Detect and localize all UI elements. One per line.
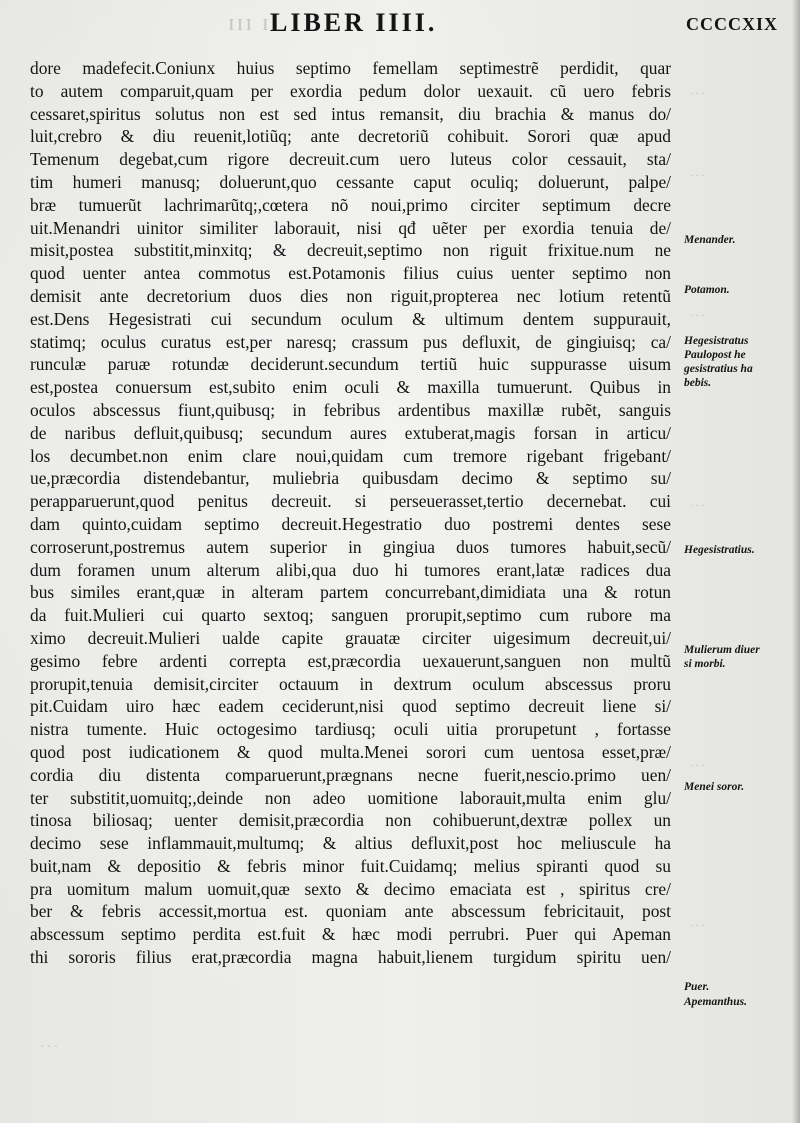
text-line: demisit ante decretorium duos dies non riguit,propterea nec lotium retentũ bbox=[30, 285, 671, 306]
text-line: ter substitit,uomuitq;,deinde non adeo uomitione laborauit,multa enim glu/ bbox=[30, 787, 671, 808]
body-text bbox=[30, 57, 671, 969]
margin-note-gesistratius: gesistratius ha bbox=[684, 363, 753, 375]
running-title: LIBER IIII. bbox=[270, 8, 438, 37]
text-line: tim humeri manusq; doluerunt,quo cessante caput oculiq; doluerunt, palpe/ bbox=[30, 171, 671, 192]
text-line: buit,nam & depositio & febris minor fuit.Cuidamq; melius spiranti quod su bbox=[30, 855, 671, 876]
text-line: bræ tumuerũt lachrimarũtq;,cœtera nõ noui,primo circiter septimum decre bbox=[30, 194, 671, 215]
text-line: los decumbet.non enim clare noui,quidam cum tremore rigebant frigebant/ bbox=[30, 445, 671, 466]
text-line: dam quinto,cuidam septimo decreuit.Hegestratio duo postremi dentes sese bbox=[30, 513, 671, 534]
margin-note-puer: Puer. bbox=[684, 981, 710, 993]
margin-note-bebis: bebis. bbox=[684, 377, 712, 389]
text-line: est,postea conuersum est,subito enim oculi & maxilla tumuerunt. Quibus in bbox=[30, 377, 671, 398]
text-line: perapparuerunt,quod penitus decreuit. si perseuerasset,tertio decernebat. cui bbox=[30, 491, 671, 512]
text-line: misit,postea substitit,minxitq; & decreuit,septimo non riguit frixitue.num ne bbox=[30, 240, 671, 261]
text-line: to autem comparuit,quam per exordia pedum dolor uexauit. cũ uero febris bbox=[30, 80, 671, 101]
margin-note-apemanthus: Apemanthus. bbox=[684, 996, 747, 1008]
text-line: statimq; oculus curatus est,per naresq; crassum pus defluxit, de gingiuisq; ca/ bbox=[30, 331, 671, 352]
text-line: cessaret,spiritus solutus non est sed intus remansit, diu brachia & manus do/ bbox=[30, 103, 671, 124]
show-through-ornament: ɪɪɪ ɪ bbox=[228, 10, 271, 36]
text-line: ber & febris accessit,mortua est. quoniam ante abscessum febricitauit, post bbox=[30, 901, 671, 922]
text-line: quod uenter antea commotus est.Potamonis filius cuius uenter septimo non bbox=[30, 263, 671, 284]
text-line: quod post iudicationem & quod multa.Menei sorori cum uentosa esset,præ/ bbox=[30, 741, 671, 762]
margin-note-potamon: Potamon. bbox=[684, 284, 730, 296]
margin-note-paulopost: Paulopost he bbox=[684, 349, 746, 361]
text-line: Temenum degebat,cum rigore decreuit.cum uero luteus color cessauit, sta/ bbox=[30, 149, 671, 170]
page-edge-shadow bbox=[792, 0, 800, 1123]
text-line: gesimo febre ardenti correpta est,præcordia uexauerunt,sanguen non multũ bbox=[30, 650, 671, 671]
folio-number: CCCCXIX bbox=[686, 14, 778, 34]
margin-note-hegesistratus: Hegesistratus bbox=[684, 335, 749, 347]
text-line: ximo decreuit.Mulieri ualde capite grauatæ circiter uigesimum decreuit,ui/ bbox=[30, 627, 671, 648]
text-line: bus similes erant,quæ in alteram partem concurrebant,dimidiata una & rotun bbox=[30, 582, 671, 603]
text-line: da fuit.Mulieri cui quarto sextoq; sanguen prorupit,septimo cum rubore ma bbox=[30, 605, 671, 626]
margin-note-morbi: si morbi. bbox=[684, 658, 726, 670]
text-line: luit,crebro & diu reuenit,lotiũq; ante decretoriũ cohibuit. Sorori quæ apud bbox=[30, 126, 671, 147]
text-line: thi sororis filius erat,præcordia magna habuit,lienem turgidum spiritu uen/ bbox=[30, 947, 671, 968]
text-line: dum foramen unum alterum alibi,qua duo hi tumores erant,latæ radices dua bbox=[30, 559, 671, 580]
text-line: abscessum septimo perdita est.fuit & hæc modi perrubri. Puer qui Apeman bbox=[30, 924, 671, 945]
show-through-catchword: · · · bbox=[40, 1040, 58, 1055]
page-header bbox=[0, 8, 800, 38]
margin-note-mulierum: Mulierum diuer bbox=[684, 644, 760, 656]
book-page: ɪɪɪ ɪ LIBER IIII. CCCCXIX · · · · · · · · · · · · · · · · · · dore madefecit.Coniunx huius septimo femellam septimestrẽ perdidit, quar to autem comparuit,quam per exordia pedum dolor uexauit. cũ uero febris cessaret,spiritus solutus non est sed intus remansit, diu brachia & manus do/ luit,crebro & diu reuenit,lotiũq; ante decretoriũ cohibuit. Sorori quæ apud Temenum degebat,cum rigore decreuit.cum uero luteus color cessauit, sta/ tim humeri manusq; doluerunt,quo cessante caput oculiq; doluerunt, palpe/ bræ tumuerũt lachrimarũtq;,cœtera nõ noui,primo circiter septimum decre uit.Menandri uinitor similiter laborauit, nisi qđ uẽter per exordia tenuia de/ misit,postea substitit,minxitq; & decreuit,septimo non riguit frixitue.num ne quod uenter antea commotus est.Potamonis filius cuius uenter septimo non demisit ante decretorium duos dies non riguit,propterea nec lotium retentũ est.Dens Hegesistrati cui secundum oculum & ultimum dentem suppurauit, statimq; oculus curatus est,per naresq; crassum pus defluxit, de gingiuisq; ca/ runculæ paruæ rotundæ deciderunt.secundum tertiũ huic suppurasse uisum est,postea conuersum est,subito enim oculi & maxilla tumuerunt. Quibus in oculos abscessus fiunt,quibusq; in febribus ardentibus maxillæ rubẽt, sanguis de naribus defluit,quibusq; secundum aures extuberat,magis forsan in articu/ los decumbet.non enim clare noui,quidam cum tremore rigebant frigebant/ ue,præcordia distendebantur, muliebria quibusdam decimo & septimo su/ perapparuerunt,quod penitus decreuit. si perseuerasset,tertio decernebat. cui dam quinto,cuidam septimo decreuit.Hegestratio duo postremi dentes sese corroserunt,postremus autem superior in gingiua duos tumores habuit,secũ/ dum foramen unum alterum alibi,qua duo hi tumores erant,latæ radices dua bus similes erant,quæ in alteram partem concurrebant,dimidiata una & rotun da fuit.Mulieri cui quarto sextoq; sanguen prorupit,septimo cum rubore ma ximo decreuit.Mulieri ualde capite grauatæ circiter uigesimum decreuit,ui/ gesimo febre ardenti correpta est,præcordia uexauerunt,sanguen non multũ prorupit,tenuia demisit,circiter octauum in dextrum oculum abscessus proru pit.Cuidam uiro hæc eadem ceciderunt,nisi quod septimo decreuit liene si/ nistra tumente. Huic octogesimo tardiusq; oculi uitia prorupetunt , fortasse quod post iudicationem & quod multa.Menei sorori cum uentosa esset,præ/ cordia diu distenta comparuerunt,prægnans necne fuerit,nescio.primo uen/ ter substitit,uomuitq;,deinde non adeo uomitione laborauit,multa enim glu/ tinosa biliosaq; uenter demisit,præcordia non cohibuerunt,dextræ pollex un decimo sese inflammauit,multumq; & altius defluxit,post hoc meliuscule ha buit,nam & depositio & febris minor fuit.Cuidamq; melius spiranti quod su pra uomitum malum uomuit,quæ sexto & decimo emaciata est , spiritus cre/ ber & febris accessit,mortua est. quoniam ante abscessum febricitauit, post abscessum septimo perdita est.fuit & hæc modi perrubri. Puer qui Apeman thi sororis filius erat,præcordia magna habuit,lienem turgidum spiritu uen/ Menander. Potamon. Hegesistratus Paulopost he gesistratius ha bebis. Hegesistratius. Mulierum diuer si morbi. Menei soror. Puer. Apemanthus. · · · bbox=[0, 0, 800, 1123]
text-line: runculæ paruæ rotundæ deciderunt.secundum tertiũ huic suppurasse uisum bbox=[30, 354, 671, 375]
text-line: pra uomitum malum uomuit,quæ sexto & decimo emaciata est , spiritus cre/ bbox=[30, 878, 671, 899]
margin-note-menander: Menander. bbox=[684, 234, 736, 246]
text-line: de naribus defluit,quibusq; secundum aures extuberat,magis forsan in articu/ bbox=[30, 422, 671, 443]
text-line: corroserunt,postremus autem superior in gingiua duos tumores habuit,secũ/ bbox=[30, 536, 671, 557]
text-line: pit.Cuidam uiro hæc eadem ceciderunt,nisi quod septimo decreuit liene si/ bbox=[30, 696, 671, 717]
text-line: cordia diu distenta comparuerunt,prægnans necne fuerit,nescio.primo uen/ bbox=[30, 764, 671, 785]
text-line: tinosa biliosaq; uenter demisit,præcordia non cohibuerunt,dextræ pollex un bbox=[30, 810, 671, 831]
text-line: prorupit,tenuia demisit,circiter octauum in dextrum oculum abscessus proru bbox=[30, 673, 671, 694]
text-line: uit.Menandri uinitor similiter laborauit, nisi qđ uẽter per exordia tenuia de/ bbox=[30, 217, 671, 238]
text-line: ue,præcordia distendebantur, muliebria quibusdam decimo & septimo su/ bbox=[30, 468, 671, 489]
text-line: nistra tumente. Huic octogesimo tardiusq; oculi uitia prorupetunt , fortasse bbox=[30, 719, 671, 740]
text-line: decimo sese inflammauit,multumq; & altius defluxit,post hoc meliuscule ha bbox=[30, 833, 671, 854]
text-line: est.Dens Hegesistrati cui secundum oculum & ultimum dentem suppurauit, bbox=[30, 308, 671, 329]
margin-note-hegesistratius: Hegesistratius. bbox=[684, 544, 755, 556]
text-line: dore madefecit.Coniunx huius septimo femellam septimestrẽ perdidit, quar bbox=[30, 58, 671, 78]
text-line: oculos abscessus fiunt,quibusq; in febribus ardentibus maxillæ rubẽt, sanguis bbox=[30, 399, 671, 420]
margin-note-menei-soror: Menei soror. bbox=[684, 781, 745, 793]
